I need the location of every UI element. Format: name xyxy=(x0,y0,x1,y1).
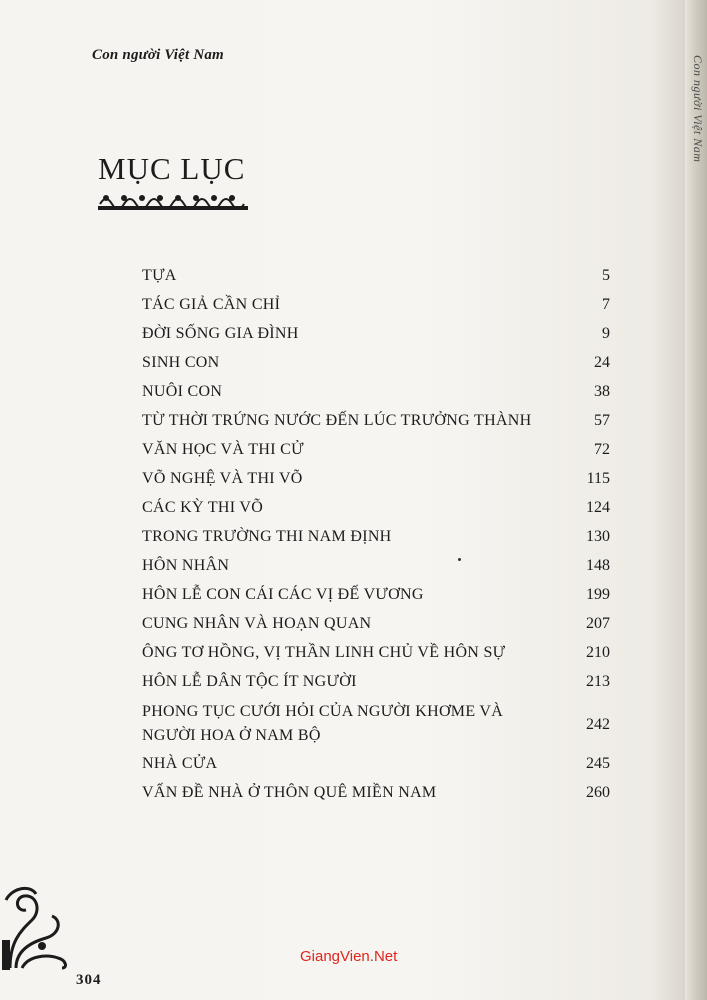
toc-entry[interactable] xyxy=(142,526,610,555)
page-number: 304 xyxy=(76,972,102,988)
toc-entry-title: HÔN NHÂN xyxy=(142,557,230,574)
toc-entry-page: 24 xyxy=(594,354,610,371)
watermark-text: GiangVien.Net xyxy=(300,948,398,965)
toc-entry-title: TRONG TRƯỜNG THI NAM ĐỊNH xyxy=(142,528,392,545)
toc-entry[interactable] xyxy=(142,439,610,468)
toc-entry-page: 7 xyxy=(602,296,610,313)
toc-entry[interactable] xyxy=(142,468,610,497)
table-of-contents xyxy=(142,265,610,811)
toc-entry[interactable] xyxy=(142,642,610,671)
toc-entry-page: 213 xyxy=(586,673,610,690)
spine-text: Con người Việt Nam xyxy=(691,55,705,163)
toc-entry[interactable] xyxy=(142,323,610,352)
title-ornament-icon xyxy=(98,190,248,212)
toc-entry[interactable] xyxy=(142,584,610,613)
toc-entry[interactable] xyxy=(142,352,610,381)
page-spine-edge xyxy=(685,0,707,1000)
toc-entry-page: 130 xyxy=(586,528,610,545)
running-head: Con người Việt Nam xyxy=(92,47,224,63)
toc-entry-title: ĐỜI SỐNG GIA ĐÌNH xyxy=(142,325,299,342)
toc-entry-page: 242 xyxy=(586,716,610,733)
toc-entry[interactable] xyxy=(142,410,610,439)
toc-entry-page: 5 xyxy=(602,267,610,284)
toc-entry-title: VẤN ĐỀ NHÀ Ở THÔN QUÊ MIỀN NAM xyxy=(142,784,437,801)
toc-entry-page: 38 xyxy=(594,383,610,400)
toc-entry[interactable] xyxy=(142,497,610,526)
toc-entry-page: 210 xyxy=(586,644,610,661)
toc-entry-page: 9 xyxy=(602,325,610,342)
toc-entry-title: HÔN LỄ DÂN TỘC ÍT NGƯỜI xyxy=(142,673,357,690)
toc-entry-title: PHONG TỤC CƯỚI HỎI CỦA NGƯỜI KHƠME VÀ NGƯỜI HOA Ở NAM BỘ xyxy=(142,703,504,744)
toc-entry[interactable] xyxy=(142,294,610,323)
toc-entry-title: CÁC KỲ THI VÕ xyxy=(142,499,264,516)
toc-entry-page: 207 xyxy=(586,615,610,632)
toc-entry-title: VÕ NGHỆ VÀ THI VÕ xyxy=(142,470,303,487)
toc-entry-title: TÁC GIẢ CẦN CHỈ xyxy=(142,296,281,313)
toc-entry[interactable] xyxy=(142,782,610,811)
toc-entry[interactable] xyxy=(142,753,610,782)
toc-entry-title: NHÀ CỬA xyxy=(142,755,218,772)
toc-entry-page: 124 xyxy=(586,499,610,516)
toc-entry-page: 199 xyxy=(586,586,610,603)
toc-entry-page: 148 xyxy=(586,557,610,574)
toc-title: MỤC LỤC xyxy=(98,151,246,186)
toc-entry-title: NUÔI CON xyxy=(142,383,223,400)
corner-ornament-icon xyxy=(2,880,72,970)
toc-entry[interactable] xyxy=(142,671,610,700)
toc-entry-page: 260 xyxy=(586,784,610,801)
toc-entry[interactable] xyxy=(142,381,610,410)
toc-entry-title: SINH CON xyxy=(142,354,220,371)
toc-entry-title: TỪ THỜI TRỨNG NƯỚC ĐẾN LÚC TRƯỞNG THÀNH xyxy=(142,412,532,429)
toc-entry[interactable] xyxy=(142,700,610,753)
toc-entry-title: VĂN HỌC VÀ THI CỬ xyxy=(142,441,304,458)
toc-entry[interactable] xyxy=(142,265,610,294)
toc-entry-page: 57 xyxy=(594,412,610,429)
toc-entry-title: ÔNG TƠ HỒNG, VỊ THẦN LINH CHỦ VỀ HÔN SỰ xyxy=(142,644,506,661)
print-speck xyxy=(458,558,461,561)
toc-entry-title: HÔN LỄ CON CÁI CÁC VỊ ĐẾ VƯƠNG xyxy=(142,586,424,603)
toc-entry[interactable] xyxy=(142,555,610,584)
toc-entry-page: 115 xyxy=(586,470,610,487)
toc-entry-title: TỰA xyxy=(142,267,177,284)
toc-entry-page: 72 xyxy=(594,441,610,458)
toc-entry-page: 245 xyxy=(586,755,610,772)
toc-entry-title: CUNG NHÂN VÀ HOẠN QUAN xyxy=(142,615,372,632)
toc-entry[interactable] xyxy=(142,613,610,642)
